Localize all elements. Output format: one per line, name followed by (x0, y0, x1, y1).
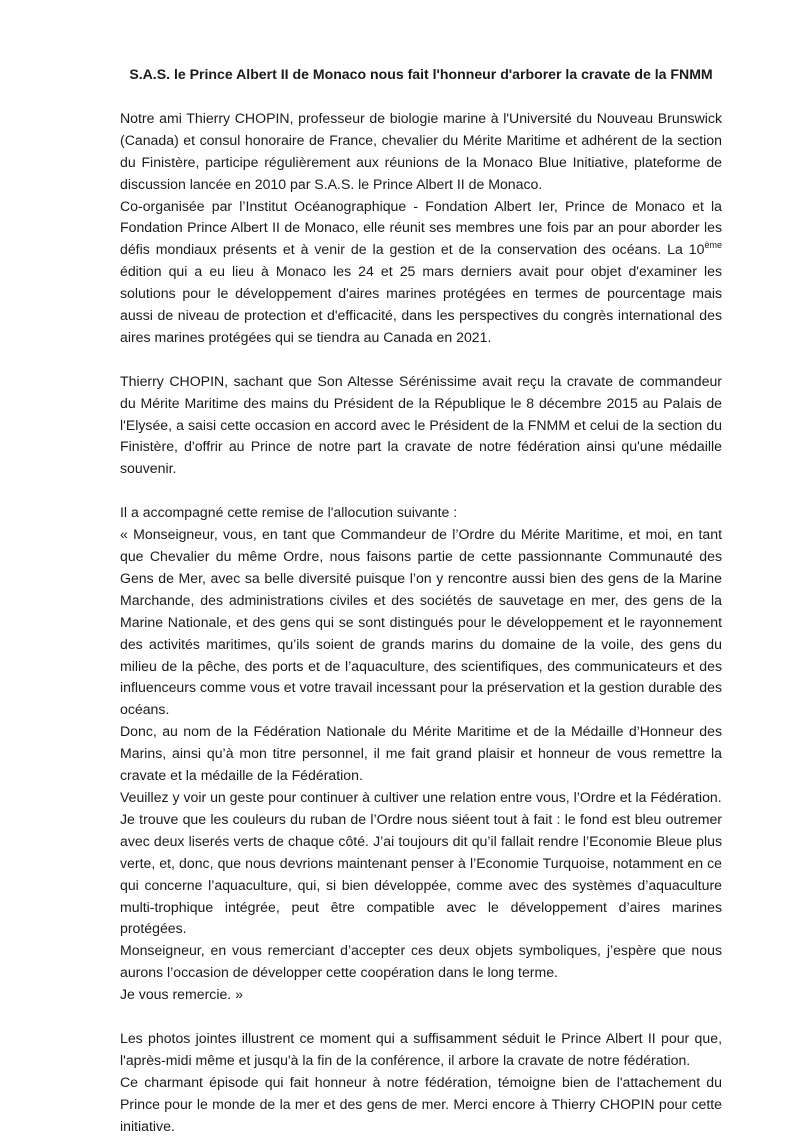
paragraph-cravate-offer: Thierry CHOPIN, sachant que Son Altesse Sérénissime avait reçu la cravate de commandeur du Mérite Maritime des mains du Président de la République le 8 décembre 2015 au Palais de l'Elysée, a saisi cette occasion en accord avec le Président de la FNMM et celui de la section du Finistère, d'offrir au Prince de notre part la cravate de notre fédération ainsi qu'une médaille souvenir. (120, 372, 722, 477)
paragraph-co-organisation-text: Co-organisée par l’Institut Océanographique - Fondation Albert Ier, Prince de Monaco et la Fondation Prince Albert II de Monaco, elle réunit ses membres une fois par an pour aborder les défis mondiaux présents et à venir de la gestion et de la conservation des océans. La 10 (120, 197, 722, 258)
document-page (120, 64, 722, 1137)
document-title: S.A.S. le Prince Albert II de Monaco nous fait l'honneur d'arborer la cravate de la FNMM (129, 66, 713, 82)
paragraph-gap (120, 349, 722, 371)
paragraph-co-organisation (120, 196, 722, 349)
paragraph-speech-gesture: Veuillez y voir un geste pour continuer à cultiver une relation entre vous, l’Ordre et la Fédération. (120, 788, 722, 805)
paragraph-speech-community: « Monseigneur, vous, en tant que Commandeur de l’Ordre du Mérite Maritime, et moi, en tant que Chevalier du même Ordre, nous faisons partie de cette passionnante Communauté des Gens de Mer, avec sa belle diversité puisque l’on y rencontre aussi bien des gens de la Marine Marchande, des administrations civiles et des sociétés de sauvetage en mer, des gens de la Marine Nationale, et des gens qui se sont distingués pour le développement et le rayonnement des activités maritimes, qu’ils soient de grands marins du domaine de la voile, des gens du milieu de la pêche, des ports et de l’aquaculture, des scientifiques, des communicateurs et des influenceurs comme vous et votre travail incessant pour la préservation et la gestion durable des océans. (120, 526, 722, 718)
paragraph-speech-federation: Donc, au nom de la Fédération Nationale du Mérite Maritime et de la Médaille d’Honneur des Marins, ainsi qu’à mon titre personnel, il me fait grand plaisir et honneur de vous remettre la cravate et la médaille de la Fédération. (120, 723, 722, 784)
paragraph-allocution-intro: Il a accompagné cette remise de l'allocution suivante : (120, 504, 458, 521)
paragraph-intro: Notre ami Thierry CHOPIN, professeur de biologie marine à l'Université du Nouveau Brunswick (Canada) et consul honoraire de France, chevalier du Mérite Maritime et adhérent de la section du Finistère, participe régulièrement aux réunions de la Monaco Blue Initiative, plateforme de discussion lancée en 2010 par S.A.S. le Prince Albert II de Monaco. (120, 109, 722, 192)
paragraph-speech-thanks: Monseigneur, en vous remerciant d’accepter ces deux objets symboliques, j’espère que nous aurons l’occasion de développer cette coopération dans le long terme. (120, 942, 722, 981)
paragraph-co-organisation-text-end: édition qui a eu lieu à Monaco les 24 et 25 mars derniers avait pour objet d'examiner les solutions pour le développement d'aires marines protégées en termes de pourcentage mais aussi de niveau de protection et d'efficacité, dans les perspectives du congrès international des aires marines protégées qui se tiendra au Canada en 2021. (120, 263, 722, 345)
paragraph-gap (120, 1006, 722, 1028)
paragraph-photos: Les photos jointes illustrent ce moment qui a suffisamment séduit le Prince Albert II pour que, l'après-midi même et jusqu'à la fin de la conférence, il arbore la cravate de notre fédération. (120, 1029, 722, 1068)
edition-superscript: ème (704, 239, 722, 250)
paragraph-gap (120, 480, 722, 502)
paragraph-speech-ribbon: Je trouve que les couleurs du ruban de l’Ordre nous siéent tout à fait : le fond est bleu outremer avec deux liserés verts de chaque côté. J’ai toujours dit qu’il fallait rendre l’Economie Bleue plus verte, et, donc, que nous devrions maintenant penser à l’Economie Turquoise, notamment en ce qui concerne l’aquaculture, qui, si bien développée, comme avec des systèmes d’aquaculture multi-trophique intégrée, peut être compatible avec le développement d’aires marines protégées. (120, 810, 722, 937)
paragraph-conclusion: Ce charmant épisode qui fait honneur à notre fédération, témoigne bien de l'attachement du Prince pour le monde de la mer et des gens de mer. Merci encore à Thierry CHOPIN pour cette initiative. (120, 1073, 722, 1134)
paragraph-speech-closing: Je vous remercie. » (120, 986, 243, 1003)
